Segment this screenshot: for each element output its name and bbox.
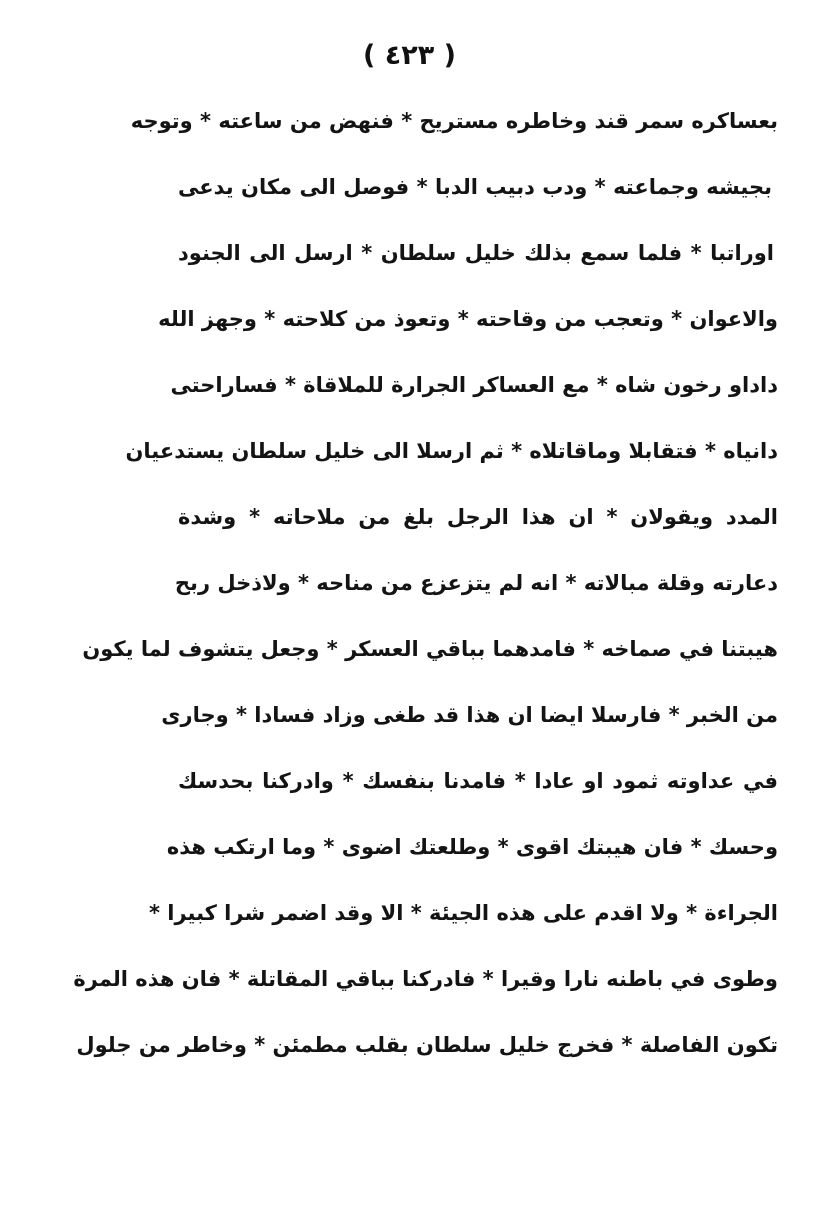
text-line: بعساكره سمر قند وخاطره مستريح * فنهض من ساعته * وتوجه [130,109,778,133]
page-number: ( ٤٢٣ ) [363,40,456,71]
text-line: دعارته وقلة مبالاته * انه لم يتزعزع من مناحه * ولاذخل ربح [174,571,778,595]
text-line: وطوى في باطنه نارا وقيرا * فادركنا بباقي المقاتلة * فان هذه المرة [73,967,778,991]
text-line: وحسك * فان هيبتك اقوى * وطلعتك اضوى * وما ارتكب هذه [166,835,778,859]
body-text [73,88,778,1078]
text-line: هيبتنا في صماخه * فامدهما بباقي العسكر * وجعل يتشوف لما يكون [82,637,778,661]
text-line: اوراتبا * فلما سمع بذلك خليل سلطان * ارسل الى الجنود [178,241,774,265]
text-line: والاعوان * وتعجب من وقاحته * وتعوذ من كلاحته * وجهز الله [158,307,778,331]
text-line: داداو رخون شاه * مع العساكر الجرارة للملاقاة * فساراحتى [170,373,778,397]
text-line: بجيشه وجماعته * ودب دبيب الدبا * فوصل الى مكان يدعى [178,175,772,199]
text-line: تكون الفاصلة * فخرج خليل سلطان بقلب مطمئن * وخاطر من جلول [76,1033,778,1057]
text-line: في عداوته ثمود او عادا * فامدنا بنفسك * وادركنا بحدسك [178,769,778,793]
text-line: الجراءة * ولا اقدم على هذه الجيئة * الا وقد اضمر شرا كبيرا * [148,901,778,925]
text-line: دانياه * فتقابلا وماقاتلاه * ثم ارسلا الى خليل سلطان يستدعيان [125,439,778,463]
text-line: المدد ويقولان * ان هذا الرجل بلغ من ملاحاته * وشدة [178,505,778,529]
text-line: من الخبر * فارسلا ايضا ان هذا قد طغى وزاد فسادا * وجارى [161,703,778,727]
